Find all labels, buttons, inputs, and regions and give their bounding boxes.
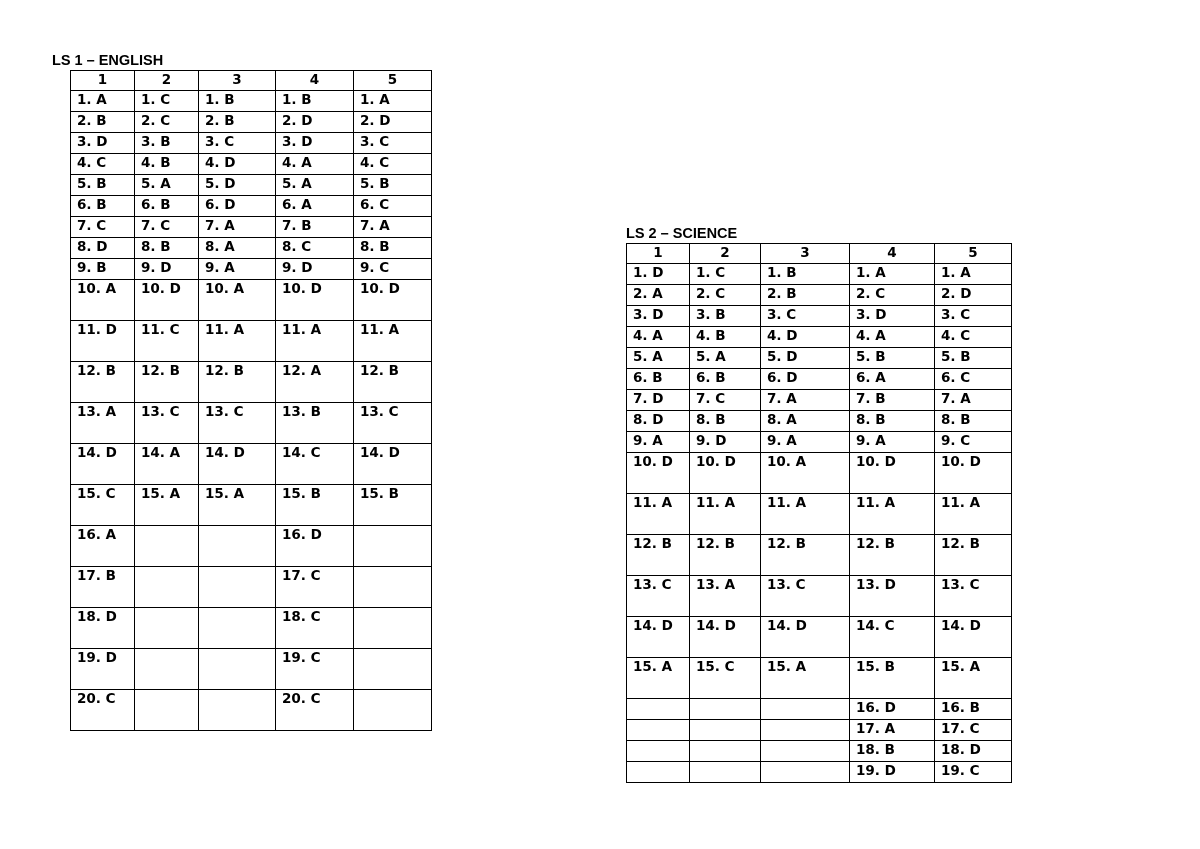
answer-cell	[690, 762, 761, 783]
table-row	[627, 762, 1012, 783]
answer-cell: 3. D	[276, 133, 354, 154]
table-row	[71, 321, 432, 362]
answer-cell: 12. A	[276, 362, 354, 403]
answer-cell: 13. A	[71, 403, 135, 444]
answer-cell: 6. A	[850, 369, 935, 390]
answer-cell: 11. A	[761, 494, 850, 535]
answer-cell	[135, 567, 199, 608]
answer-cell: 6. A	[276, 196, 354, 217]
answer-cell: 3. B	[135, 133, 199, 154]
answer-cell: 15. A	[135, 485, 199, 526]
table-row	[71, 403, 432, 444]
table-row	[71, 91, 432, 112]
answer-cell: 15. B	[354, 485, 432, 526]
table-row	[71, 649, 432, 690]
answer-cell: 3. C	[761, 306, 850, 327]
answer-cell: 7. D	[627, 390, 690, 411]
answer-cell: 15. A	[627, 658, 690, 699]
answer-cell: 8. D	[71, 238, 135, 259]
answer-cell: 9. D	[690, 432, 761, 453]
answer-cell: 14. C	[276, 444, 354, 485]
answer-cell: 14. D	[627, 617, 690, 658]
table-row	[627, 494, 1012, 535]
table-row	[71, 280, 432, 321]
answer-cell: 4. D	[199, 154, 276, 175]
ls1-english-section	[52, 53, 432, 731]
answer-cell: 9. A	[850, 432, 935, 453]
answer-cell: 6. D	[199, 196, 276, 217]
answer-cell: 4. D	[761, 327, 850, 348]
answer-cell: 11. C	[135, 321, 199, 362]
answer-cell: 5. D	[761, 348, 850, 369]
answer-cell: 15. A	[761, 658, 850, 699]
table-row	[71, 175, 432, 196]
answer-cell: 9. A	[199, 259, 276, 280]
answer-cell: 8. B	[850, 411, 935, 432]
answer-cell: 12. B	[627, 535, 690, 576]
answer-cell: 14. D	[71, 444, 135, 485]
ls1-header-2: 2	[135, 71, 199, 91]
answer-cell	[690, 720, 761, 741]
answer-cell: 3. C	[935, 306, 1012, 327]
ls2-title: LS 2 – SCIENCE	[626, 226, 738, 242]
answer-cell: 12. B	[71, 362, 135, 403]
answer-cell: 17. C	[935, 720, 1012, 741]
answer-cell: 5. A	[627, 348, 690, 369]
answer-cell: 2. B	[199, 112, 276, 133]
ls1-header-1: 1	[71, 71, 135, 91]
answer-cell: 7. A	[199, 217, 276, 238]
ls2-header-row	[627, 244, 1012, 264]
answer-cell: 8. B	[135, 238, 199, 259]
answer-cell: 17. A	[850, 720, 935, 741]
table-row	[627, 535, 1012, 576]
answer-cell: 5. A	[690, 348, 761, 369]
answer-cell	[627, 762, 690, 783]
answer-cell: 14. D	[935, 617, 1012, 658]
answer-cell	[627, 720, 690, 741]
answer-cell: 3. D	[627, 306, 690, 327]
answer-cell: 6. B	[627, 369, 690, 390]
answer-cell: 2. B	[761, 285, 850, 306]
answer-cell	[627, 741, 690, 762]
ls1-header-5: 5	[354, 71, 432, 91]
answer-cell: 7. C	[71, 217, 135, 238]
answer-cell: 11. A	[276, 321, 354, 362]
answer-cell	[199, 567, 276, 608]
ls1-header-4: 4	[276, 71, 354, 91]
table-row	[71, 112, 432, 133]
answer-cell: 13. B	[276, 403, 354, 444]
answer-cell: 10. D	[276, 280, 354, 321]
answer-cell: 17. C	[276, 567, 354, 608]
answer-cell: 6. C	[935, 369, 1012, 390]
answer-cell: 4. C	[935, 327, 1012, 348]
answer-cell: 1. C	[690, 264, 761, 285]
table-row	[71, 690, 432, 731]
answer-cell: 10. A	[71, 280, 135, 321]
table-row	[71, 526, 432, 567]
answer-cell: 1. A	[354, 91, 432, 112]
answer-cell	[135, 526, 199, 567]
answer-cell: 7. A	[935, 390, 1012, 411]
answer-cell: 7. C	[135, 217, 199, 238]
table-row	[627, 453, 1012, 494]
answer-cell	[761, 741, 850, 762]
answer-cell: 18. B	[850, 741, 935, 762]
answer-cell: 18. D	[71, 608, 135, 649]
table-row	[627, 285, 1012, 306]
table-row	[71, 133, 432, 154]
answer-cell: 1. A	[850, 264, 935, 285]
answer-cell	[199, 526, 276, 567]
answer-cell: 14. A	[135, 444, 199, 485]
answer-cell: 8. B	[354, 238, 432, 259]
answer-cell: 20. C	[276, 690, 354, 731]
answer-cell: 4. A	[627, 327, 690, 348]
answer-cell: 9. A	[627, 432, 690, 453]
table-row	[71, 362, 432, 403]
answer-cell: 10. D	[850, 453, 935, 494]
answer-cell: 13. A	[690, 576, 761, 617]
answer-cell: 14. D	[199, 444, 276, 485]
answer-cell: 15. C	[690, 658, 761, 699]
answer-cell: 12. B	[935, 535, 1012, 576]
table-row	[627, 658, 1012, 699]
answer-cell: 6. C	[354, 196, 432, 217]
answer-cell	[690, 741, 761, 762]
answer-cell: 8. B	[690, 411, 761, 432]
answer-cell: 7. A	[354, 217, 432, 238]
table-row	[627, 617, 1012, 658]
answer-cell: 9. C	[354, 259, 432, 280]
answer-cell: 19. D	[850, 762, 935, 783]
answer-cell: 2. D	[276, 112, 354, 133]
answer-cell: 19. C	[276, 649, 354, 690]
answer-cell: 9. D	[276, 259, 354, 280]
table-row	[71, 444, 432, 485]
ls2-header-2: 2	[690, 244, 761, 264]
answer-cell	[135, 649, 199, 690]
answer-cell: 13. C	[935, 576, 1012, 617]
answer-cell: 10. D	[935, 453, 1012, 494]
answer-cell: 1. A	[71, 91, 135, 112]
answer-cell: 6. B	[690, 369, 761, 390]
answer-cell: 12. B	[199, 362, 276, 403]
table-row	[71, 238, 432, 259]
answer-cell	[761, 699, 850, 720]
answer-cell: 16. B	[935, 699, 1012, 720]
answer-cell	[135, 608, 199, 649]
answer-cell: 15. B	[276, 485, 354, 526]
answer-cell: 12. B	[135, 362, 199, 403]
answer-cell: 1. B	[761, 264, 850, 285]
answer-cell: 12. B	[690, 535, 761, 576]
answer-cell: 14. D	[761, 617, 850, 658]
table-row	[627, 348, 1012, 369]
answer-cell: 11. D	[71, 321, 135, 362]
answer-cell: 8. D	[627, 411, 690, 432]
table-row	[71, 567, 432, 608]
table-row	[627, 720, 1012, 741]
answer-cell: 14. D	[690, 617, 761, 658]
answer-cell: 14. D	[354, 444, 432, 485]
answer-cell: 5. B	[354, 175, 432, 196]
answer-cell: 10. A	[761, 453, 850, 494]
ls1-answer-table	[70, 70, 432, 731]
answer-cell: 10. D	[135, 280, 199, 321]
answer-cell: 11. A	[627, 494, 690, 535]
answer-cell: 15. C	[71, 485, 135, 526]
answer-cell	[354, 690, 432, 731]
answer-cell	[690, 699, 761, 720]
answer-cell: 8. C	[276, 238, 354, 259]
answer-cell: 3. D	[850, 306, 935, 327]
answer-cell: 5. B	[850, 348, 935, 369]
answer-cell	[199, 608, 276, 649]
answer-cell: 19. C	[935, 762, 1012, 783]
answer-cell: 2. A	[627, 285, 690, 306]
answer-cell	[354, 567, 432, 608]
answer-cell: 4. B	[135, 154, 199, 175]
answer-cell: 2. C	[850, 285, 935, 306]
answer-cell: 10. D	[690, 453, 761, 494]
answer-cell: 16. D	[850, 699, 935, 720]
ls2-header-3: 3	[761, 244, 850, 264]
answer-cell: 1. C	[135, 91, 199, 112]
answer-cell: 15. A	[199, 485, 276, 526]
answer-cell: 13. C	[354, 403, 432, 444]
answer-cell: 17. B	[71, 567, 135, 608]
table-row	[627, 699, 1012, 720]
answer-cell	[627, 699, 690, 720]
answer-cell	[199, 690, 276, 731]
answer-cell: 11. A	[199, 321, 276, 362]
table-row	[627, 327, 1012, 348]
answer-cell: 5. A	[135, 175, 199, 196]
answer-cell: 18. D	[935, 741, 1012, 762]
table-row	[71, 608, 432, 649]
answer-cell: 2. B	[71, 112, 135, 133]
ls1-header-3: 3	[199, 71, 276, 91]
answer-cell: 10. A	[199, 280, 276, 321]
answer-cell: 9. A	[761, 432, 850, 453]
table-row	[627, 432, 1012, 453]
answer-cell: 16. D	[276, 526, 354, 567]
answer-cell: 5. B	[71, 175, 135, 196]
answer-cell: 1. A	[935, 264, 1012, 285]
answer-cell: 15. A	[935, 658, 1012, 699]
answer-cell: 3. C	[354, 133, 432, 154]
answer-cell: 1. D	[627, 264, 690, 285]
answer-cell: 9. D	[135, 259, 199, 280]
answer-cell: 13. C	[627, 576, 690, 617]
answer-cell: 12. B	[850, 535, 935, 576]
answer-cell: 13. C	[761, 576, 850, 617]
table-row	[71, 196, 432, 217]
answer-cell: 10. D	[627, 453, 690, 494]
answer-cell	[354, 608, 432, 649]
answer-cell: 1. B	[276, 91, 354, 112]
table-row	[627, 264, 1012, 285]
answer-cell: 8. A	[199, 238, 276, 259]
answer-cell: 2. D	[935, 285, 1012, 306]
answer-cell: 11. A	[935, 494, 1012, 535]
answer-cell: 3. C	[199, 133, 276, 154]
answer-cell: 20. C	[71, 690, 135, 731]
answer-cell: 12. B	[761, 535, 850, 576]
answer-cell: 6. D	[761, 369, 850, 390]
answer-cell: 4. B	[690, 327, 761, 348]
answer-cell: 4. C	[354, 154, 432, 175]
ls1-header-row	[71, 71, 432, 91]
table-row	[71, 217, 432, 238]
answer-cell: 2. D	[354, 112, 432, 133]
answer-cell: 14. C	[850, 617, 935, 658]
answer-cell: 3. B	[690, 306, 761, 327]
answer-cell: 4. A	[850, 327, 935, 348]
table-row	[627, 369, 1012, 390]
answer-cell: 2. C	[135, 112, 199, 133]
answer-cell: 1. B	[199, 91, 276, 112]
answer-cell: 19. D	[71, 649, 135, 690]
answer-cell: 13. C	[135, 403, 199, 444]
answer-cell	[199, 649, 276, 690]
answer-cell: 5. D	[199, 175, 276, 196]
answer-cell: 18. C	[276, 608, 354, 649]
answer-cell: 12. B	[354, 362, 432, 403]
ls2-science-section	[626, 226, 1012, 783]
answer-cell: 11. A	[690, 494, 761, 535]
answer-cell: 4. A	[276, 154, 354, 175]
answer-cell: 6. B	[135, 196, 199, 217]
table-row	[627, 390, 1012, 411]
answer-cell: 8. B	[935, 411, 1012, 432]
ls2-header-4: 4	[850, 244, 935, 264]
answer-cell: 7. A	[761, 390, 850, 411]
answer-cell: 11. A	[850, 494, 935, 535]
table-row	[627, 306, 1012, 327]
answer-cell: 9. C	[935, 432, 1012, 453]
answer-cell: 11. A	[354, 321, 432, 362]
answer-cell: 9. B	[71, 259, 135, 280]
table-row	[71, 485, 432, 526]
table-row	[627, 741, 1012, 762]
table-row	[71, 259, 432, 280]
table-row	[71, 154, 432, 175]
answer-cell	[354, 649, 432, 690]
ls2-answer-table	[626, 243, 1012, 783]
answer-cell: 7. B	[850, 390, 935, 411]
answer-cell: 7. B	[276, 217, 354, 238]
answer-cell	[761, 762, 850, 783]
answer-cell: 2. C	[690, 285, 761, 306]
answer-cell: 6. B	[71, 196, 135, 217]
answer-cell: 3. D	[71, 133, 135, 154]
answer-cell: 5. A	[276, 175, 354, 196]
answer-cell: 5. B	[935, 348, 1012, 369]
answer-cell: 13. C	[199, 403, 276, 444]
answer-cell: 8. A	[761, 411, 850, 432]
ls2-header-5: 5	[935, 244, 1012, 264]
answer-cell: 7. C	[690, 390, 761, 411]
answer-cell: 15. B	[850, 658, 935, 699]
table-row	[627, 576, 1012, 617]
answer-cell: 16. A	[71, 526, 135, 567]
answer-cell: 10. D	[354, 280, 432, 321]
table-row	[627, 411, 1012, 432]
answer-cell	[135, 690, 199, 731]
ls1-title: LS 1 – ENGLISH	[52, 53, 164, 69]
answer-cell	[354, 526, 432, 567]
answer-cell: 4. C	[71, 154, 135, 175]
answer-cell: 13. D	[850, 576, 935, 617]
answer-cell	[761, 720, 850, 741]
ls2-header-1: 1	[627, 244, 690, 264]
